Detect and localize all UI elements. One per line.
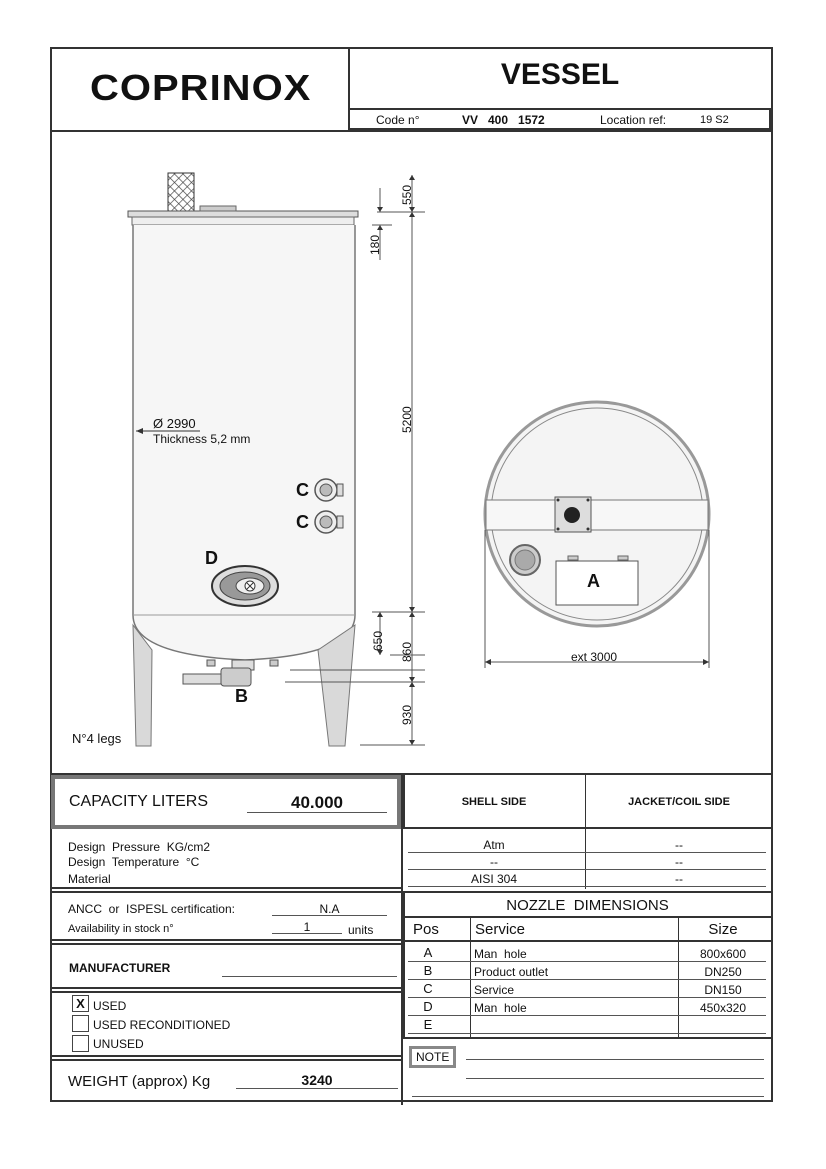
jacket-side-header: JACKET/COIL SIDE bbox=[628, 796, 730, 808]
location-label: Location ref: bbox=[600, 113, 667, 127]
outlet-b bbox=[183, 660, 278, 686]
nozzle-row-size: 450x320 bbox=[699, 1001, 747, 1015]
note-label: NOTE bbox=[409, 1046, 456, 1068]
shell-side-header: SHELL SIDE bbox=[461, 796, 527, 808]
capacity-label: CAPACITY LITERS bbox=[69, 793, 208, 810]
nozzle-col-divider-2 bbox=[678, 917, 679, 1037]
pos-header: Pos bbox=[413, 921, 439, 938]
material-shell: AISI 304 bbox=[470, 872, 518, 886]
nozzle-row-line bbox=[408, 1033, 766, 1034]
stock-value: 1 bbox=[303, 920, 311, 934]
used-label: USED bbox=[93, 999, 127, 1013]
code-label: Code n° bbox=[376, 113, 420, 127]
note-line-3 bbox=[412, 1096, 764, 1097]
nozzle-row-service: Service bbox=[474, 983, 515, 997]
dim-860: 860 bbox=[400, 641, 414, 662]
thickness-label: Thickness 5,2 mm bbox=[153, 432, 251, 446]
location-value: 19 S2 bbox=[700, 114, 729, 126]
material-label: Material bbox=[68, 872, 111, 886]
vessel-drawing bbox=[51, 132, 772, 772]
capacity-value: 40.000 bbox=[291, 793, 343, 812]
note-line-1 bbox=[466, 1059, 764, 1060]
leg-left bbox=[133, 625, 152, 746]
nozzle-row-pos: D bbox=[423, 999, 433, 1014]
top-view-a-label: A bbox=[587, 571, 600, 591]
nozzle-row-line bbox=[408, 961, 766, 962]
nozzle-row-size: DN150 bbox=[704, 983, 742, 997]
certification-underline bbox=[272, 915, 387, 916]
size-header: Size bbox=[708, 921, 738, 938]
unused-label: UNUSED bbox=[93, 1037, 144, 1051]
nozzle-col-divider-1 bbox=[470, 917, 471, 1037]
weight-value: 3240 bbox=[301, 1072, 333, 1088]
stock-unit: units bbox=[348, 923, 374, 937]
nozzle-row-line bbox=[408, 997, 766, 998]
used-reconditioned-checkbox[interactable] bbox=[72, 1015, 89, 1032]
dim-5200: 5200 bbox=[400, 406, 414, 433]
nozzle-row-pos: B bbox=[423, 963, 433, 978]
nozzle-row-pos: A bbox=[423, 945, 433, 960]
nozzle-header-line bbox=[403, 940, 772, 942]
used-reconditioned-label: USED RECONDITIONED bbox=[93, 1018, 231, 1032]
capacity-underline bbox=[247, 812, 387, 813]
dim-550: 550 bbox=[400, 184, 414, 205]
design-temperature-shell: -- bbox=[490, 855, 498, 869]
material-jacket: -- bbox=[675, 872, 683, 886]
top-vent bbox=[168, 173, 194, 213]
company-logo: COPRINOX bbox=[90, 68, 312, 108]
certification-value: N.A bbox=[319, 902, 340, 916]
nozzle-row-service: Man hole bbox=[474, 1001, 527, 1015]
nozzle-row-size: DN250 bbox=[704, 965, 742, 979]
stock-underline bbox=[272, 933, 342, 934]
weight-underline bbox=[236, 1088, 398, 1089]
certification-label: ANCC or ISPESL certification: bbox=[68, 902, 235, 916]
dim-180: 180 bbox=[368, 234, 382, 255]
manufacturer-underline bbox=[222, 976, 397, 977]
tank-roof bbox=[128, 206, 358, 225]
design-temperature-jacket: -- bbox=[675, 855, 683, 869]
code-value: VV 400 1572 bbox=[462, 113, 545, 127]
legs-label: N°4 legs bbox=[72, 731, 122, 746]
outlet-b-label: B bbox=[235, 686, 248, 706]
nozzle-c-lower-label: C bbox=[296, 512, 309, 532]
design-line-3 bbox=[408, 886, 766, 887]
design-pressure-jacket: -- bbox=[675, 838, 683, 852]
nozzle-row-pos: E bbox=[423, 1017, 433, 1032]
service-header: Service bbox=[475, 921, 526, 938]
page-title: VESSEL bbox=[500, 58, 620, 91]
weight-label: WEIGHT (approx) Kg bbox=[68, 1073, 211, 1090]
nozzle-table-title: NOZZLE DIMENSIONS bbox=[506, 897, 669, 914]
design-pressure-shell: Atm bbox=[483, 838, 505, 852]
design-pressure-label: Design Pressure KG/cm2 bbox=[68, 840, 211, 854]
nozzle-c-upper-label: C bbox=[296, 480, 309, 500]
ext-dimension-label: ext 3000 bbox=[571, 650, 618, 664]
design-line-2 bbox=[408, 869, 766, 870]
nozzle-row-line bbox=[408, 979, 766, 980]
nozzle-row-size: 800x600 bbox=[699, 947, 747, 961]
design-line-1 bbox=[408, 852, 766, 853]
unused-checkbox[interactable] bbox=[72, 1035, 89, 1052]
manufacturer-label: MANUFACTURER bbox=[69, 961, 171, 975]
nozzle-row-pos: C bbox=[423, 981, 433, 996]
top-view bbox=[485, 402, 709, 626]
dim-650: 650 bbox=[371, 630, 385, 651]
nozzle-title-line bbox=[403, 916, 772, 918]
dim-930: 930 bbox=[400, 704, 414, 725]
stock-label: Availability in stock n° bbox=[68, 923, 174, 935]
used-checkbox[interactable]: X bbox=[72, 995, 89, 1012]
note-line-2 bbox=[466, 1078, 764, 1079]
diameter-label: Ø 2990 bbox=[153, 416, 196, 431]
manhole-d bbox=[212, 566, 278, 606]
nozzle-row-service: Product outlet bbox=[474, 965, 549, 979]
manhole-d-label: D bbox=[205, 548, 218, 568]
nozzle-row-service: Man hole bbox=[474, 947, 527, 961]
nozzle-row-line bbox=[408, 1015, 766, 1016]
design-temperature-label: Design Temperature °C bbox=[68, 855, 200, 869]
